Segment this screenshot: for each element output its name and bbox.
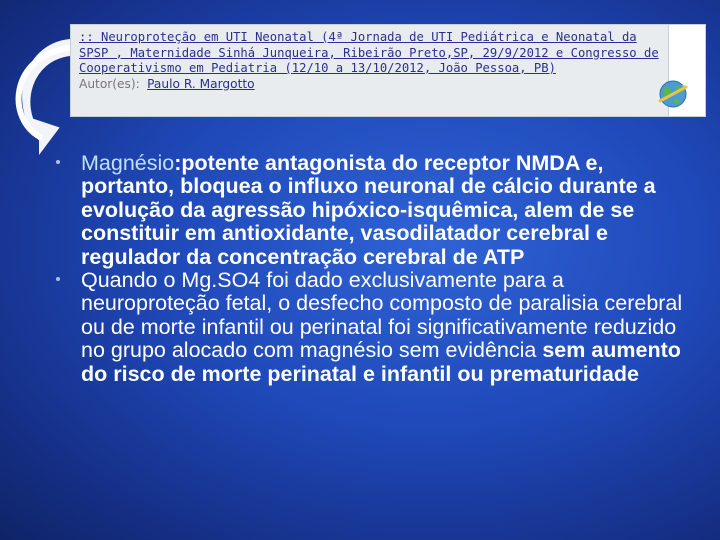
globe-link-icon[interactable] [656,77,690,111]
reference-title-link[interactable]: :: Neuroproteção em UTI Neonatal (4ª Jornada de UTI Pediátrica e Neonatal da SPSP , Maternidade Sinhá Junqueira, Ribeirão Preto,SP, 29/9/2012 e Congresso de Cooperativismo em Pediatria (12/10 a 13/10/2012, João Pessoa, PB) [79,30,659,75]
bullet-item-magnesium [56,152,686,269]
highlight-term: Magnésio [81,151,175,175]
bullet-list [56,152,686,386]
bullet-item-mgso4 [56,269,686,386]
bullet-bold-text: sem aumento do risco de morte perinatal e infantil ou prematuridade [81,338,681,386]
bullet-dot-icon [56,160,60,164]
reference-text [79,30,663,92]
bullet-text: :potente antagonista do receptor NMDA e, portanto, bloquea o influxo neuronal de cálcio durante a evolução da agressão hipóxico-isquêmica, alem de se constituir em antioxidante, vasodilatador cerebral e regulador da concentração cerebral de ATP [81,151,656,269]
author-name-link[interactable]: Paulo R. Margotto [147,76,255,91]
author-label: Autor(es): [79,76,140,91]
bullet-dot-icon [56,277,60,281]
bullet-text: Quando o Mg.SO4 foi dado exclusivamente para a neuroproteção fetal, o desfecho composto de paralisia cerebral ou de morte infantil ou perinatal foi significativamente reduzido no grupo alocado com magnésio sem evidência [81,268,683,363]
globe-panel [668,25,705,116]
reference-box [70,24,706,117]
